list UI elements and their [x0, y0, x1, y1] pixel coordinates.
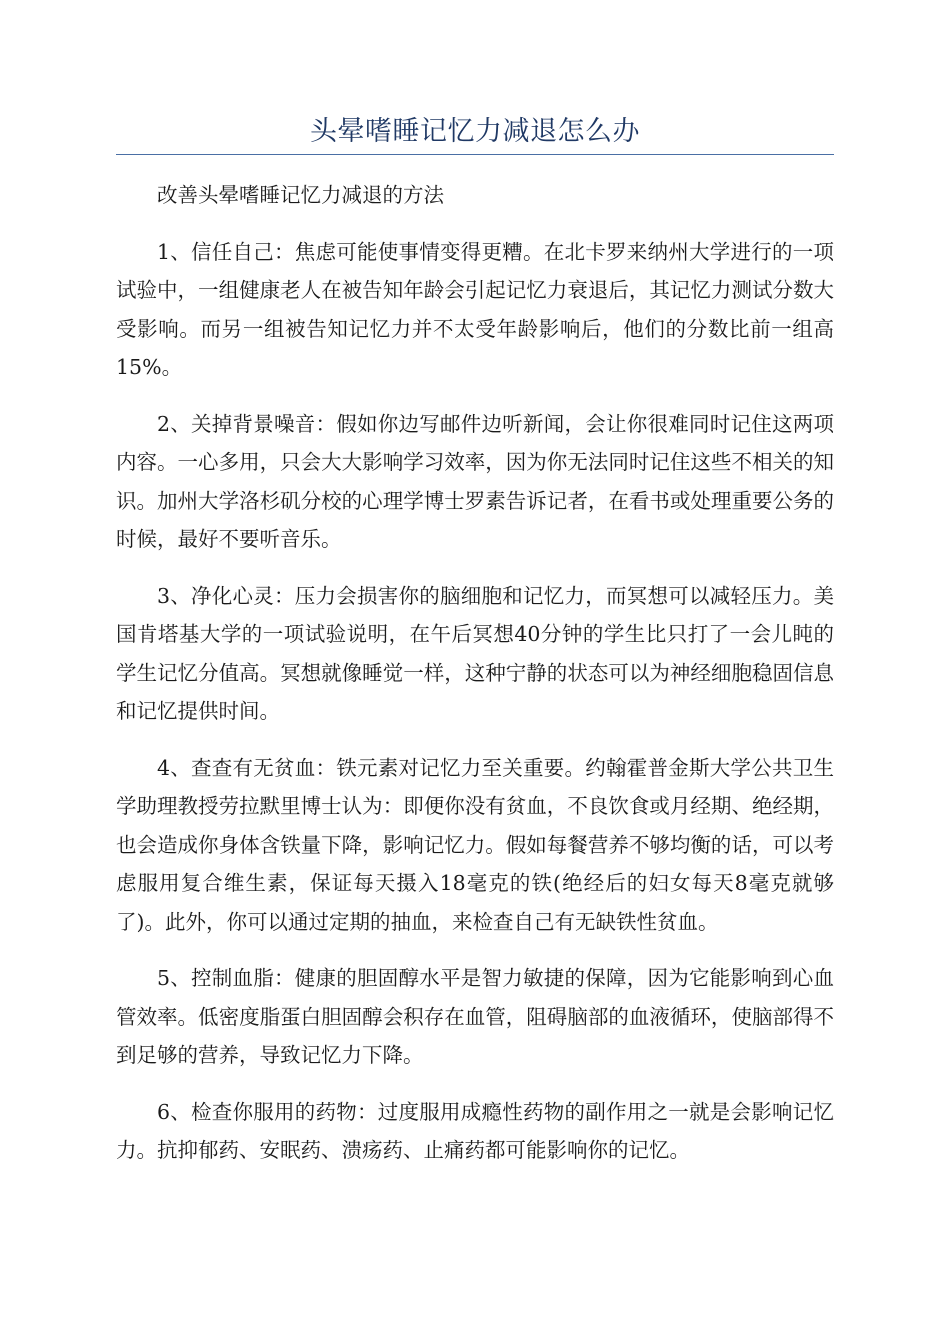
- document-title: 头晕嗜睡记忆力减退怎么办: [310, 116, 640, 147]
- paragraph-2: 2、关掉背景噪音：假如你边写邮件边听新闻，会让你很难同时记住这两项内容。一心多用，只会大大影响学习效率，因为你无法同时记住这些不相关的知识。加州大学洛杉矶分校的心理学博士罗素告诉记者，在看书或处理重要公务的时候，最好不要听音乐。: [116, 411, 834, 551]
- paragraph-4: 4、查查有无贫血：铁元素对记忆力至关重要。约翰霍普金斯大学公共卫生学助理教授劳拉默里博士认为：即便你没有贫血，不良饮食或月经期、绝经期，也会造成你身体含铁量下降，影响记忆力。假如每餐营养不够均衡的话，可以考虑服用复合维生素，保证每天摄入18毫克的铁(绝经后的妇女每天8毫克就够了)。此外，你可以通过定期的抽血，来检查自己有无缺铁性贫血。: [116, 755, 834, 934]
- paragraph-intro: 改善头晕嗜睡记忆力减退的方法: [157, 183, 444, 207]
- paragraph-5: 5、控制血脂：健康的胆固醇水平是智力敏捷的保障，因为它能影响到心血管效率。低密度脂蛋白胆固醇会积存在血管，阻碍脑部的血液循环，使脑部得不到足够的营养，导致记忆力下降。: [116, 966, 834, 1067]
- title-underline: [116, 154, 834, 155]
- document-body: [116, 176, 834, 1188]
- paragraph-1: 1、信任自己：焦虑可能使事情变得更糟。在北卡罗来纳州大学进行的一项试验中，一组健康老人在被告知年龄会引起记忆力衰退后，其记忆力测试分数大受影响。而另一组被告知记忆力并不太受年龄影响后，他们的分数比前一组高15%。: [116, 239, 834, 379]
- paragraph-6: 6、检查你服用的药物：过度服用成瘾性药物的副作用之一就是会影响记忆力。抗抑郁药、安眠药、溃疡药、止痛药都可能影响你的记忆。: [116, 1099, 834, 1162]
- paragraph-3: 3、净化心灵：压力会损害你的脑细胞和记忆力，而冥想可以减轻压力。美国肯塔基大学的一项试验说明，在午后冥想40分钟的学生比只打了一会儿盹的学生记忆分值高。冥想就像睡觉一样，这种宁静的状态可以为神经细胞稳固信息和记忆提供时间。: [116, 583, 834, 723]
